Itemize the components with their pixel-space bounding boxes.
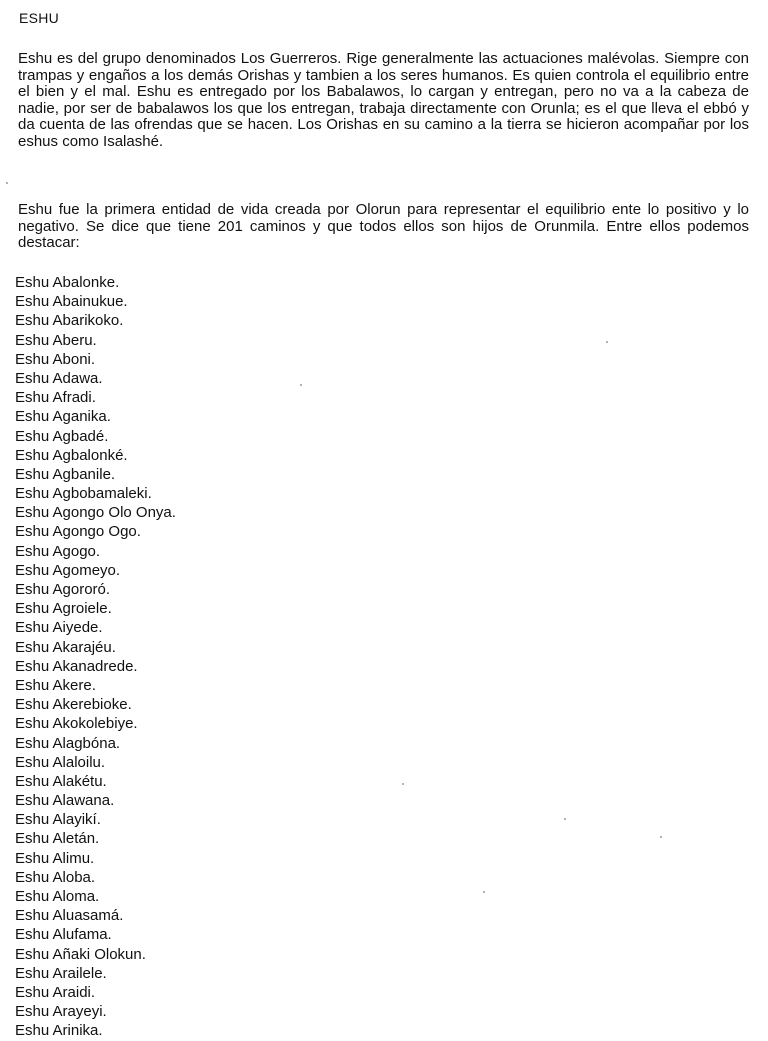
- scan-speck: [606, 341, 608, 343]
- camino-item: Eshu Aloma.: [15, 888, 100, 905]
- scan-speck: [660, 836, 662, 838]
- camino-item: Eshu Arailele.: [15, 964, 107, 982]
- camino-item: Eshu Aberu.: [15, 331, 97, 349]
- camino-item: Eshu Abarikoko.: [15, 312, 124, 330]
- camino-item: Eshu Aloba.: [15, 868, 96, 886]
- camino-item: Eshu Agomeyo.: [15, 561, 121, 579]
- camino-item: Eshu Akerebioke.: [15, 696, 132, 714]
- scan-speck: [483, 891, 485, 893]
- camino-item: Eshu Aletán.: [15, 830, 100, 848]
- scan-speck: [6, 182, 8, 184]
- camino-item: Eshu Arinika.: [15, 1022, 103, 1040]
- camino-item: Eshu Afradi.: [15, 389, 96, 407]
- scan-speck: [300, 384, 302, 386]
- camino-item: Eshu Arayeyi.: [15, 1003, 107, 1021]
- camino-item: Eshu Aganika.: [15, 408, 111, 426]
- scan-speck: [402, 783, 404, 785]
- scan-speck: [564, 818, 566, 820]
- camino-item: Eshu Agbanile.: [15, 465, 116, 483]
- origin-paragraph: Eshu fue la primera entidad de vida creada por Olorun para representar el equilibrio ente lo positivo y lo negativo. Se dice que tiene 201 caminos y que todos ellos son hijos de Orunmila. Entre ellos podemos destacar:: [18, 201, 749, 251]
- camino-item: Eshu Araidi.: [15, 983, 96, 1001]
- camino-item: Eshu Alayikí.: [15, 811, 101, 829]
- camino-item: Eshu Aboni.: [15, 350, 96, 368]
- camino-item: Eshu Akere.: [15, 676, 96, 694]
- document-title: ESHU: [19, 10, 60, 26]
- camino-item: Eshu Agbadé.: [15, 427, 109, 445]
- camino-item: Eshu Aiyede.: [15, 619, 103, 637]
- camino-item: Eshu Akokolebiye.: [15, 715, 138, 733]
- caminos-list: [15, 273, 176, 1041]
- camino-item: Eshu Agongo Ogo.: [15, 523, 141, 541]
- camino-item: Eshu Agongo Olo Onya.: [15, 504, 176, 522]
- camino-item: Eshu Alagbóna.: [15, 734, 121, 752]
- intro-paragraph: Eshu es del grupo denominados Los Guerreros. Rige generalmente las actuaciones malévolas. Siempre con trampas y engaños a los demás Orishas y tambien a los seres humanos. Es quien controla el equilibrio entre el bien y el mal. Eshu es entregado por los Babalawos, lo cargan y entregan, pero no va a la cabeza de nadie, por ser de babalawos los que los entregan, trabaja directamente con Orunla; es el que lleva el ebbó y da cuenta de las ofrendas que se hacen. Los Orishas en su camino a la tierra se hicieron acompañar por los eshus como Isalashé.: [18, 50, 749, 150]
- camino-item: Eshu Akarajéu.: [15, 638, 116, 656]
- camino-item: Eshu Alakétu.: [15, 772, 107, 790]
- camino-item: Eshu Alaloilu.: [15, 753, 106, 771]
- camino-item: Eshu Agogo.: [15, 542, 101, 560]
- camino-item: Eshu Alufama.: [15, 926, 112, 944]
- camino-item: Eshu Abalonke.: [15, 274, 120, 291]
- camino-item: Eshu Agbalonké.: [15, 446, 128, 464]
- camino-item: Eshu Alawana.: [15, 792, 115, 810]
- camino-item: Eshu Agororó.: [15, 581, 111, 598]
- camino-item: Eshu Agroiele.: [15, 600, 112, 618]
- camino-item: Eshu Alimu.: [15, 849, 95, 867]
- camino-item: Eshu Aluasamá.: [15, 907, 124, 925]
- camino-item: Eshu Adawa.: [15, 369, 103, 387]
- camino-item: Eshu Akanadrede.: [15, 657, 138, 675]
- camino-item: Eshu Añaki Olokun.: [15, 945, 146, 963]
- camino-item: Eshu Agbobamaleki.: [15, 485, 152, 503]
- camino-item: Eshu Abainukue.: [15, 293, 128, 311]
